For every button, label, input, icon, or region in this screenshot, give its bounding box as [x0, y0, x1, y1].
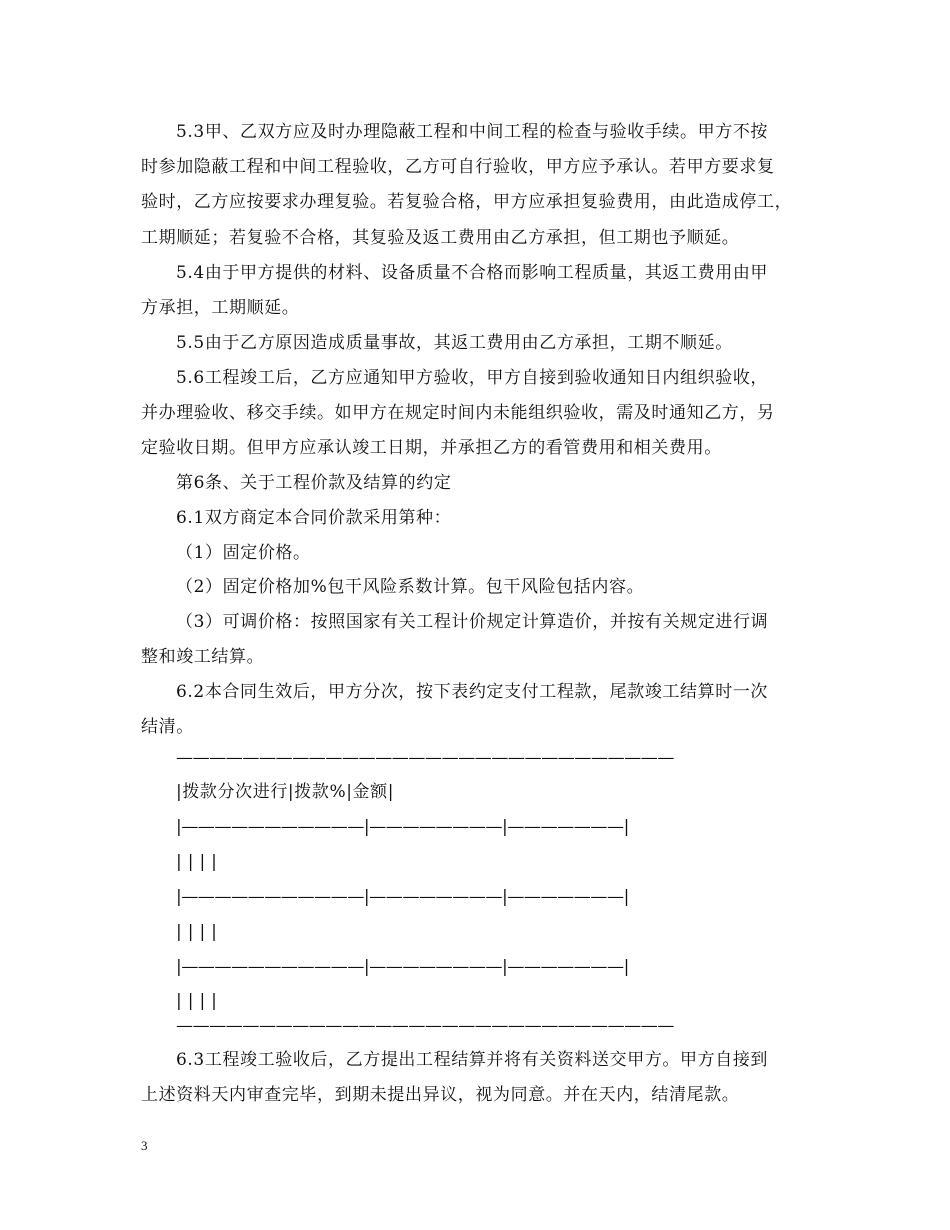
table-bottom-rule: ——————————————————————————————: [176, 1016, 675, 1036]
paragraph-5-3-line-4: 工期顺延；若复验不合格，其复验及返工费用由乙方承担，但工期也予顺延。: [141, 228, 740, 248]
section-6-heading: 第6条、关于工程价款及结算的约定: [176, 473, 452, 493]
paragraph-5-6-line-3: 定验收日期。但甲方应承认竣工日期，并承担乙方的看管费用和相关费用。: [141, 438, 722, 458]
paragraph-5-3-line-3: 验时，乙方应按要求办理复验。若复验合格，甲方应承担复验费用，由此造成停工，: [141, 192, 793, 212]
option-3-line-2: 整和竣工结算。: [141, 647, 265, 667]
paragraph-5-4-line-1: 5.4由于甲方提供的材料、设备质量不合格而影响工程质量，其返工费用由甲: [176, 263, 769, 283]
table-row-3: ||||: [176, 991, 223, 1011]
paragraph-6-1: 6.1双方商定本合同价款采用第种：: [176, 508, 452, 528]
option-3-line-1: （3）可调价格：按照国家有关工程计价规定计算造价，并按有关规定进行调: [176, 612, 769, 632]
paragraph-5-5: 5.5由于乙方原因造成质量事故，其返工费用由乙方承担，工期不顺延。: [176, 333, 733, 353]
page-number: 3: [141, 1138, 148, 1153]
paragraph-5-3-line-1: 5.3甲、乙双方应及时办理隐蔽工程和中间工程的检查与验收手续。甲方不按: [176, 122, 769, 142]
table-separator-3: |———————————|————————|———————|: [176, 957, 629, 977]
table-row-1: ||||: [176, 852, 223, 872]
paragraph-5-6-line-1: 5.6工程竣工后，乙方应通知甲方验收，甲方自接到验收通知日内组织验收，: [176, 368, 769, 388]
paragraph-5-3-line-2: 时参加隐蔽工程和中间工程验收，乙方可自行验收，甲方应予承认。若甲方要求复: [141, 157, 775, 177]
table-separator-1: |———————————|————————|———————|: [176, 817, 629, 837]
paragraph-6-3-line-2: 上述资料天内审查完毕，到期未提出异议，视为同意。并在天内，结清尾款。: [141, 1085, 740, 1105]
paragraph-6-3-line-1: 6.3工程竣工验收后，乙方提出工程结算并将有关资料送交甲方。甲方自接到: [176, 1050, 769, 1070]
paragraph-5-4-line-2: 方承担，工期顺延。: [141, 298, 300, 318]
table-header-row: |拨款分次进行|拨款%|金额|: [176, 782, 395, 802]
table-row-2: ||||: [176, 922, 223, 942]
paragraph-5-6-line-2: 并办理验收、移交手续。如甲方在规定时间内未能组织验收，需及时通知乙方，另: [141, 403, 775, 423]
paragraph-6-2-line-2: 结清。: [141, 717, 194, 737]
table-separator-2: |———————————|————————|———————|: [176, 887, 629, 907]
option-1: （1）固定价格。: [176, 543, 311, 563]
option-2: （2）固定价格加%包干风险系数计算。包干风险包括内容。: [176, 577, 645, 597]
table-top-rule: ——————————————————————————————: [176, 748, 675, 768]
paragraph-6-2-line-1: 6.2本合同生效后，甲方分次，按下表约定支付工程款，尾款竣工结算时一次: [176, 682, 769, 702]
